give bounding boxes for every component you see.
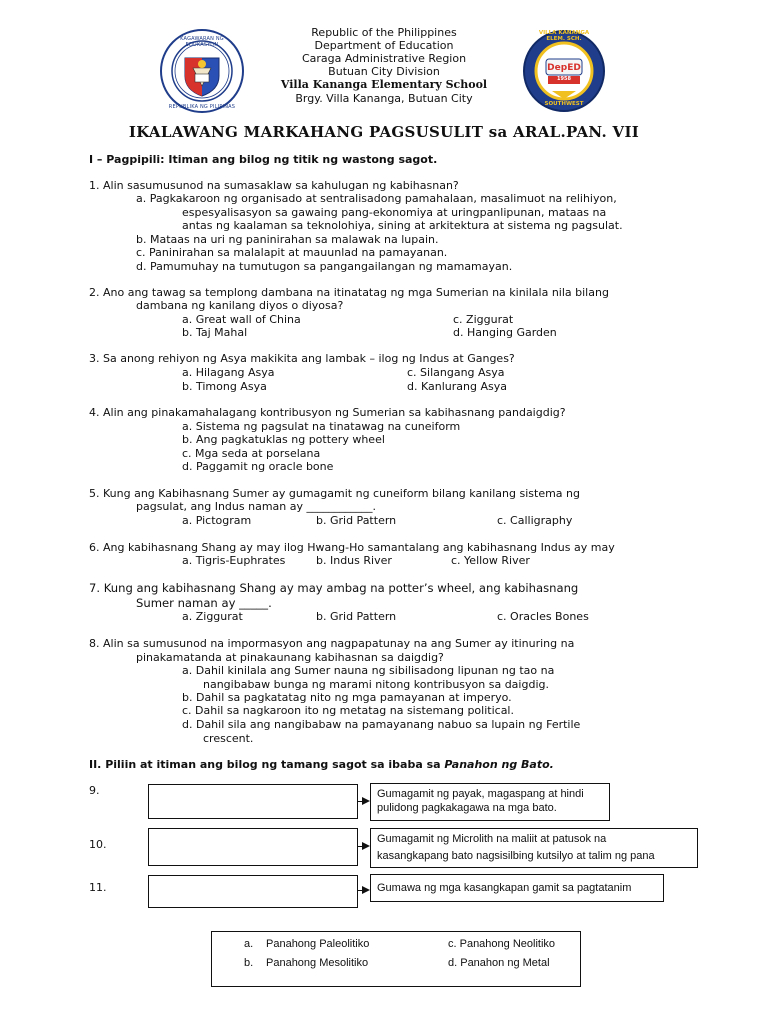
header-division: Butuan City Division xyxy=(328,65,440,78)
q8-stem-line2: pinakamatanda at pinakaunang kabihasnan sa daigdig? xyxy=(136,651,444,664)
q6-option-c: c. Yellow River xyxy=(451,554,530,567)
part1-text: : Itiman ang bilog ng titik ng wastong sagot. xyxy=(160,153,438,166)
answer-a-letter[interactable]: a. xyxy=(244,938,254,950)
q4-option-c: c. Mga seda at porselana xyxy=(182,447,321,460)
item10-desc-line2: kasangkapang bato nagsisilbing kutsilyo at talim ng pana xyxy=(377,850,655,862)
right-seal-text-bottom: SOUTHWEST xyxy=(544,101,584,107)
q5-stem: 5. Kung ang Kabihasnang Sumer ay gumagamit ng cuneiform bilang kanilang sistema ng xyxy=(89,487,580,500)
part1-instruction xyxy=(89,153,437,166)
q1-option-a: a. Pagkakaroon ng organisado at sentralisadong pamahalaan, masalimuot na relihiyon, xyxy=(136,192,617,205)
q2-option-d: d. Hanging Garden xyxy=(453,326,557,339)
q5-stem-line2: pagsulat, ang Indus naman ay ____________. xyxy=(136,500,376,513)
q6-option-a: a. Tigris-Euphrates xyxy=(182,554,286,567)
item11-desc-line1: Gumawa ng mga kasangkapan gamit sa pagtatanim xyxy=(377,882,632,894)
header-school: Villa Kananga Elementary School xyxy=(280,78,488,91)
right-seal-text-top: VILLA KANANGA ELEM. SCH. xyxy=(538,30,590,42)
q2-option-c: c. Ziggurat xyxy=(453,313,514,326)
q3-option-d: d. Kanlurang Asya xyxy=(407,380,507,393)
left-seal-text-top: KAGAWARAN NG EDUKASYON xyxy=(180,36,224,48)
part2-text: II. Piliin at itiman ang bilog ng tamang sagot sa ibaba sa xyxy=(89,758,445,771)
answer-b-letter[interactable]: b. xyxy=(244,957,254,969)
q8-stem: 8. Alin sa sumusunod na impormasyon ang nagpapatunay na ang Sumer ay itinuring na xyxy=(89,637,575,650)
q5-option-c: c. Calligraphy xyxy=(497,514,573,527)
item10-desc-line1: Gumagamit ng Microlith na maliit at patusok na xyxy=(377,833,607,845)
answer-a[interactable]: Panahong Paleolitiko xyxy=(266,938,370,950)
header-republic: Republic of the Philippines xyxy=(311,26,457,39)
q8-option-b: b. Dahil sa pagkatatag nito ng mga pamayanan at imperyo. xyxy=(182,691,512,704)
q7-option-b: b. Grid Pattern xyxy=(316,610,397,623)
page-title: IKALAWANG MARKAHANG PAGSUSULIT sa ARAL.PAN. VII xyxy=(128,123,640,141)
q2-stem-line2: dambana ng kanilang diyos o diyosa? xyxy=(136,299,344,312)
q6-option-b: b. Indus River xyxy=(316,554,392,567)
right-seal-deped: DepED xyxy=(547,63,581,73)
part1-label: I – Pagpipili xyxy=(89,153,161,166)
item9-desc-line2: pulidong pagkakagawa na mga bato. xyxy=(377,802,557,814)
q3-option-a: a. Hilagang Asya xyxy=(182,366,275,379)
q7-option-c: c. Oracles Bones xyxy=(497,610,589,623)
q1-option-c: c. Paninirahan sa malalapit at mauunlad na pamayanan. xyxy=(136,246,448,259)
item10-arrow-icon xyxy=(362,842,370,850)
q7-stem: 7. Kung ang kabihasnang Shang ay may ambag na potter’s wheel, ang kabihasnang xyxy=(89,581,579,595)
q1-option-d: d. Pamumuhay na tumutugon sa pangangailangan ng mamamayan. xyxy=(136,260,513,273)
q4-stem: 4. Alin ang pinakamahalagang kontribusyon ng Sumerian sa kabihasnang pandaigdig? xyxy=(89,406,566,419)
q1-option-a-line3: antas ng kaalaman sa teknolohiya, sining at arkitektura at sistema ng pagsulat. xyxy=(182,219,623,232)
q1-option-b: b. Mataas na uri ng paninirahan sa malawak na lupain. xyxy=(136,233,439,246)
q4-option-a: a. Sistema ng pagsulat na tinatawag na cuneiform xyxy=(182,420,461,433)
header-region: Caraga Administrative Region xyxy=(301,52,467,65)
right-seal-year: 1958 xyxy=(557,76,571,82)
q3-option-b: b. Timong Asya xyxy=(182,380,267,393)
q2-stem: 2. Ano ang tawag sa templong dambana na itinatatag ng mga Sumerian na kinilala nila bilang xyxy=(89,286,609,299)
q5-option-a: a. Pictogram xyxy=(182,514,252,527)
item10-description xyxy=(370,828,698,868)
q8-option-a: a. Dahil kinilala ang Sumer nauna ng sibilisadong lipunan ng tao na xyxy=(182,664,555,677)
item11-answer-box[interactable] xyxy=(148,875,358,908)
item10-number: 10. xyxy=(89,838,107,851)
q1-option-a-line2: espesyalisasyon sa gawaing pang-ekonomiya at uringpanlipunan, mataas na xyxy=(182,206,607,219)
header-department: Department of Education xyxy=(314,39,454,52)
q2-option-b: b. Taj Mahal xyxy=(182,326,248,339)
q6-stem: 6. Ang kabihasnang Shang ay may ilog Hwang-Ho samantalang ang kabihasnang Indus ay may xyxy=(89,541,615,554)
q1-stem: 1. Alin sasumusunod na sumasaklaw sa kahulugan ng kabihasnan? xyxy=(89,179,459,192)
item11-number: 11. xyxy=(89,881,107,894)
part2-instruction xyxy=(89,758,554,771)
item10-answer-box[interactable] xyxy=(148,828,358,866)
q4-option-b: b. Ang pagkatuklas ng pottery wheel xyxy=(182,433,385,446)
item9-number: 9. xyxy=(89,784,100,797)
q5-option-b: b. Grid Pattern xyxy=(316,514,397,527)
q8-option-c: c. Dahil sa nagkaroon ito ng metatag na sistemang political. xyxy=(182,704,514,717)
item11-description xyxy=(370,874,664,902)
answer-c[interactable]: c. Panahong Neolitiko xyxy=(448,938,556,950)
q3-option-c: c. Silangang Asya xyxy=(407,366,505,379)
answer-d[interactable]: d. Panahon ng Metal xyxy=(448,957,550,969)
answer-b[interactable]: Panahong Mesolitiko xyxy=(266,957,369,969)
item9-desc-line1: Gumagamit ng payak, magaspang at hindi xyxy=(377,788,584,800)
q3-stem: 3. Sa anong rehiyon ng Asya makikita ang lambak – ilog ng Indus at Ganges? xyxy=(89,352,515,365)
q4-option-d: d. Paggamit ng oracle bone xyxy=(182,460,334,473)
header-address: Brgy. Villa Kananga, Butuan City xyxy=(295,92,473,105)
q2-option-a: a. Great wall of China xyxy=(182,313,301,326)
q7-stem-line2: Sumer naman ay _____. xyxy=(136,596,272,610)
left-seal-text-bottom: REPUBLIKA NG PILIPINAS xyxy=(168,104,236,110)
item11-arrow-icon xyxy=(362,886,370,894)
q7-option-a: a. Ziggurat xyxy=(182,610,243,623)
item9-description xyxy=(370,783,610,821)
q8-option-d-line2: crescent. xyxy=(203,732,254,745)
part2-text-italic: Panahon ng Bato. xyxy=(444,758,554,771)
item9-answer-box[interactable] xyxy=(148,784,358,819)
q8-option-d: d. Dahil sila ang nangibabaw na pamayanang nabuo sa lupain ng Fertile xyxy=(182,718,581,731)
q8-option-a-line2: nangibabaw bunga ng marami nitong kontribusyon sa daigdig. xyxy=(203,678,549,691)
item9-arrow-icon xyxy=(362,797,370,805)
